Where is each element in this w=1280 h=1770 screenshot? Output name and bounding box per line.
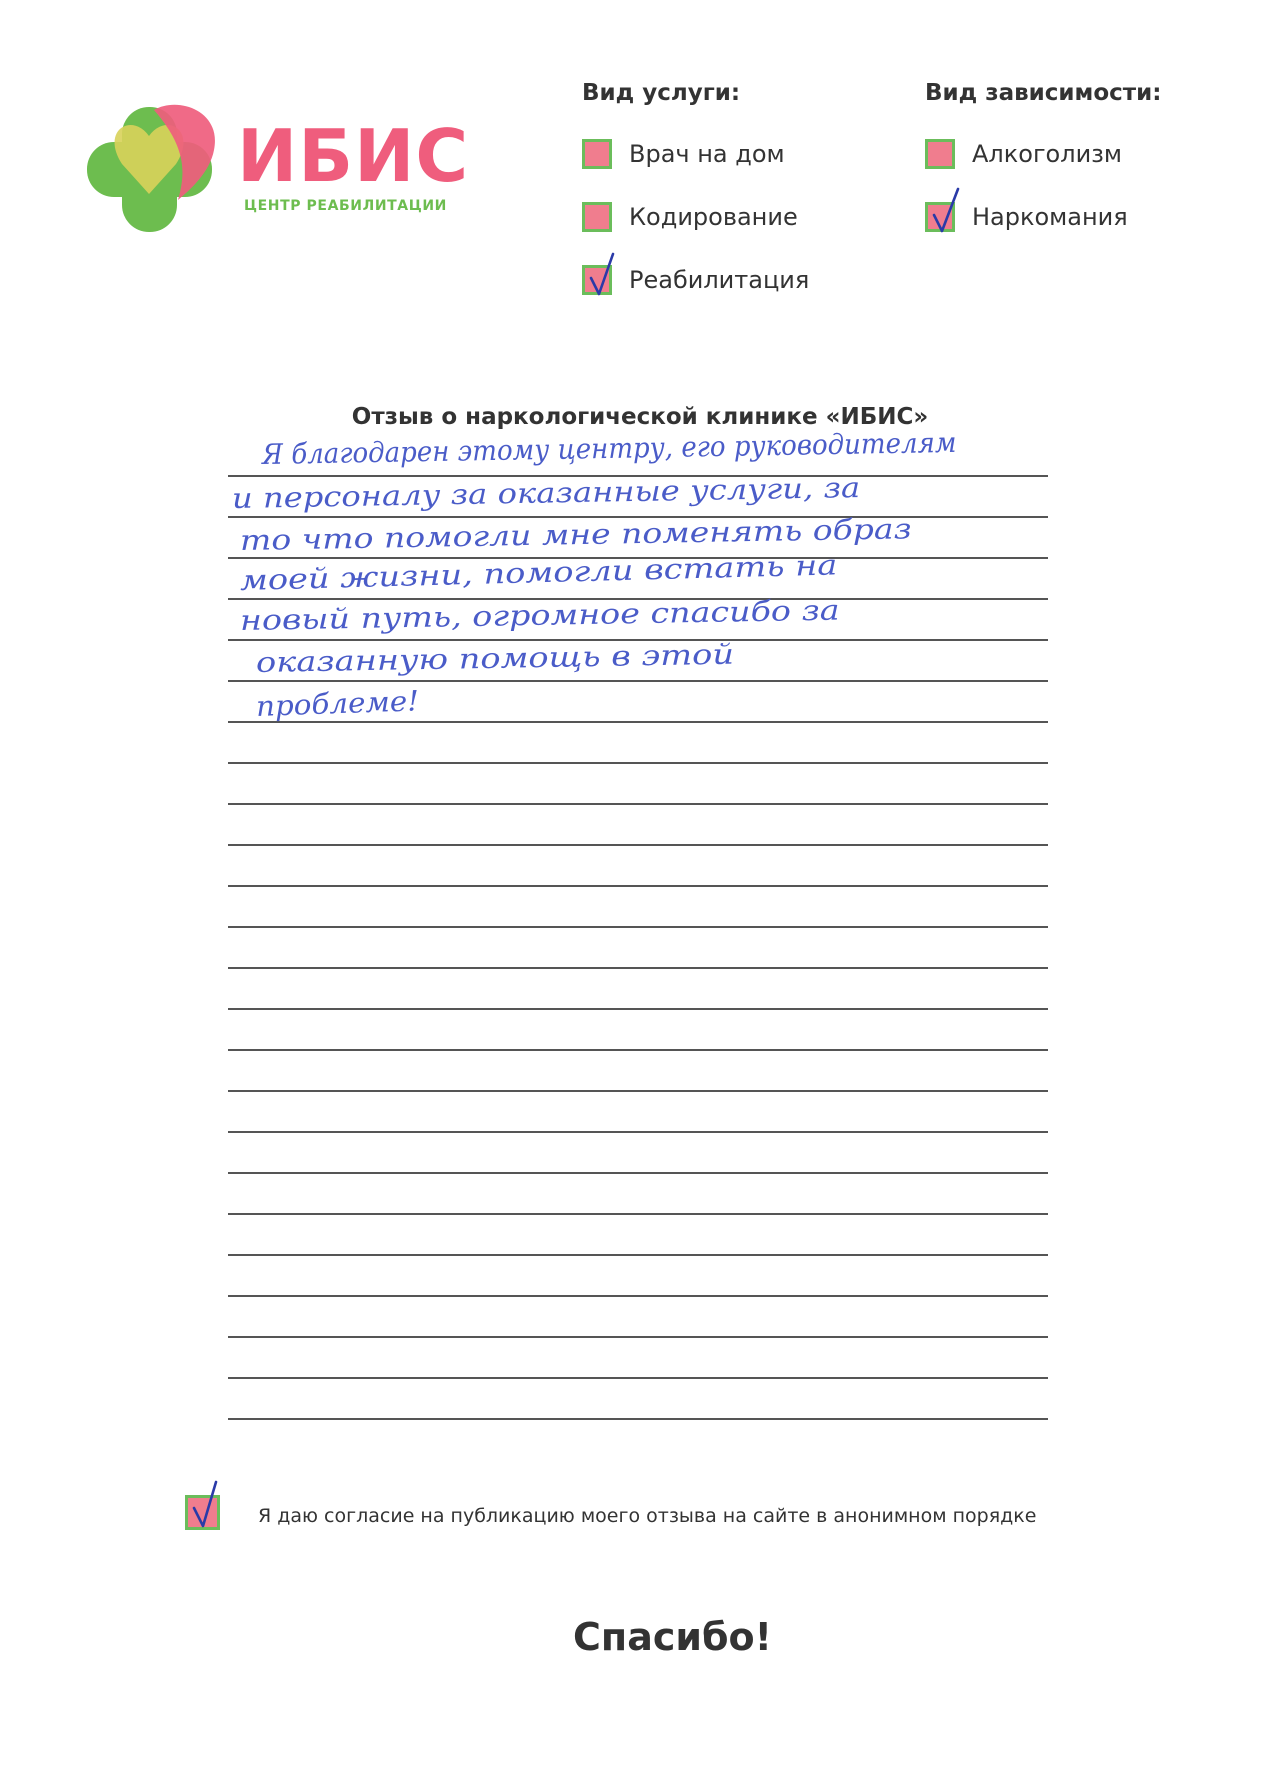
review-title: Отзыв о наркологической клинике «ИБИС» bbox=[351, 404, 929, 430]
checkbox-doctor-home[interactable] bbox=[582, 139, 612, 169]
addiction-type-title: Вид зависимости: bbox=[925, 80, 1162, 106]
consent-label: Я даю согласие на публикацию моего отзыва на сайте в анонимном порядке bbox=[258, 1505, 1037, 1527]
handwritten-line: Я благодарен этому центру, его руководителям bbox=[261, 425, 957, 471]
writing-line bbox=[228, 885, 1048, 887]
checkbox-coding[interactable] bbox=[582, 202, 612, 232]
checkmark-icon bbox=[186, 1478, 226, 1533]
handwritten-line: то что помогли мне поменять образ bbox=[239, 512, 912, 557]
writing-line bbox=[228, 1049, 1048, 1051]
writing-line bbox=[228, 721, 1048, 723]
writing-line bbox=[228, 1418, 1048, 1420]
writing-line bbox=[228, 967, 1048, 969]
checkbox-drug-addiction[interactable] bbox=[925, 202, 955, 232]
checkmark-icon bbox=[583, 250, 623, 300]
writing-line bbox=[228, 803, 1048, 805]
writing-line bbox=[228, 1090, 1048, 1092]
handwritten-line: новый путь, огромное спасибо за bbox=[239, 593, 840, 637]
writing-line bbox=[228, 762, 1048, 764]
handwritten-line: проблеме! bbox=[255, 684, 420, 723]
option-label: Кодирование bbox=[629, 203, 798, 231]
ibis-logo bbox=[82, 102, 482, 237]
checkbox-alcoholism[interactable] bbox=[925, 139, 955, 169]
writing-line bbox=[228, 844, 1048, 846]
option-label: Алкоголизм bbox=[972, 140, 1123, 168]
cross-heart-icon bbox=[82, 102, 232, 237]
checkmark-icon bbox=[926, 187, 966, 237]
handwritten-line: и персоналу за оказанные услуги, за bbox=[231, 471, 861, 515]
consent-checkbox[interactable] bbox=[185, 1495, 220, 1530]
writing-line bbox=[228, 680, 1048, 682]
writing-line bbox=[228, 1213, 1048, 1215]
logo-wordmark: ИБИС bbox=[237, 114, 470, 198]
writing-line bbox=[228, 1377, 1048, 1379]
handwritten-line: оказанную помощь в этой bbox=[255, 637, 735, 679]
writing-line bbox=[228, 1336, 1048, 1338]
logo-subtitle: ЦЕНТР РЕАБИЛИТАЦИИ bbox=[244, 198, 447, 214]
service-type-title: Вид услуги: bbox=[582, 80, 741, 106]
writing-line bbox=[228, 1131, 1048, 1133]
option-label: Реабилитация bbox=[629, 266, 810, 294]
option-label: Наркомания bbox=[972, 203, 1128, 231]
writing-line bbox=[228, 1295, 1048, 1297]
handwritten-line: моей жизни, помогли встать на bbox=[239, 548, 838, 597]
writing-line bbox=[228, 926, 1048, 928]
checkbox-rehabilitation[interactable] bbox=[582, 265, 612, 295]
option-label: Врач на дом bbox=[629, 140, 785, 168]
writing-line bbox=[228, 1172, 1048, 1174]
writing-line bbox=[228, 1008, 1048, 1010]
writing-line bbox=[228, 1254, 1048, 1256]
thanks-text: Спасибо! bbox=[573, 1615, 772, 1659]
